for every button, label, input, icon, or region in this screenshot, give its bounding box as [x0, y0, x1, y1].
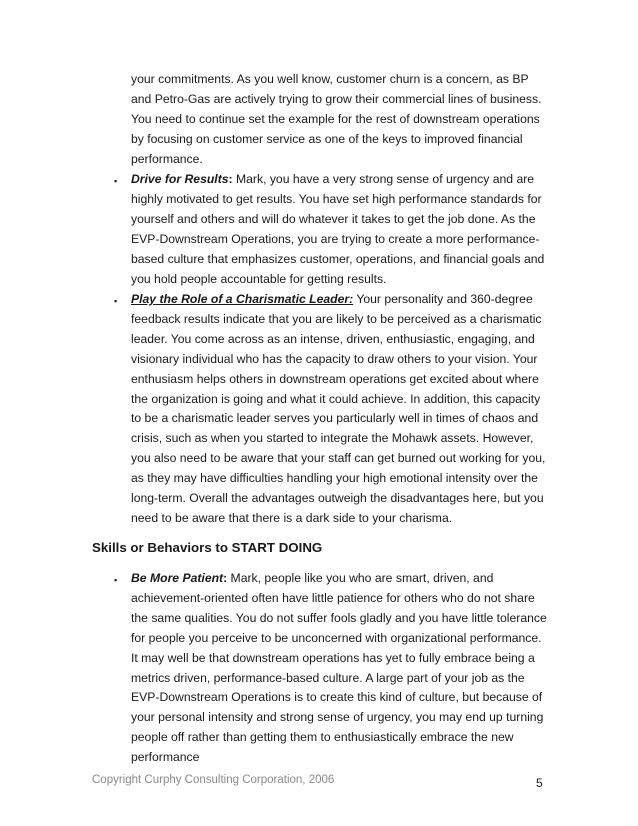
continuation-paragraph: [131, 70, 551, 170]
page-number: 5: [536, 776, 543, 790]
bullet-colon: :: [228, 172, 233, 186]
bullet-be-more-patient: [131, 569, 551, 768]
bullet-marker: [114, 297, 122, 305]
bullet-marker: [114, 177, 122, 185]
bullet-charismatic-leader: [131, 290, 551, 529]
bullet-label: Be More Patient: [131, 571, 224, 585]
footer-copyright: Copyright Curphy Consulting Corporation, 2006: [92, 774, 335, 786]
continuation-text: your commitments. As you well know, customer churn is a concern, as BP and Petro-Gas are actively trying to grow their commercial lines of business. You need to continue set the example for the rest of downstream operations by focusing on customer service as one of the keys to improved financial performance.: [131, 72, 542, 166]
bullet-label: Play the Role of a Charismatic Leader:: [131, 292, 354, 306]
bullet-text: Your personality and 360-degree feedback results indicate that you are likely to be perceived as a charismatic leader. You come across as an intense, driven, enthusiastic, engaging, and visionary individual who has the capacity to draw others to your vision. Your enthusiasm helps others in downstream operations get excited about where the organization is going and what it could achieve. In addition, this capacity to be a charismatic leader serves you particularly well in times of chaos and crisis, such as when you started to integrate the Mohawk assets. However, you also need to be aware that your staff can get burned out working for you, as they may have difficulties handling your high emotional intensity over the long-term. Overall the advantages outweigh the disadvantages here, but you need to be aware that there is a dark side to your charisma.: [131, 292, 546, 525]
bullet-colon: :: [223, 571, 228, 585]
bullet-marker: [114, 576, 122, 584]
section-heading: Skills or Behaviors to START DOING: [92, 540, 323, 555]
bullet-label: Drive for Results: [131, 172, 229, 186]
bullet-text: Mark, you have a very strong sense of urgency and are highly motivated to get results. You have set high performance standards for yourself and others and will do whatever it takes to get the job done. As the EVP-Downstream Operations, you are trying to create a more performance- based culture that emphasizes customer, operations, and financial goals and you hold people accountable for getting results.: [131, 172, 545, 286]
bullet-drive-for-results: [131, 170, 551, 289]
bullet-text: Mark, people like you who are smart, driven, and achievement-oriented often have little patience for others who do not share the same qualities. You do not suffer fools gladly and you have little tolerance for people you perceive to be unconcerned with organizational performance. It may well be that downstream operations has yet to fully embrace being a metrics driven, performance-based culture. A large part of your job as the EVP-Downstream Operations is to create this kind of culture, but because of your personal intensity and strong sense of urgency, you may end up turning people off rather than getting them to enthusiastically embrace the new performance: [131, 571, 547, 765]
